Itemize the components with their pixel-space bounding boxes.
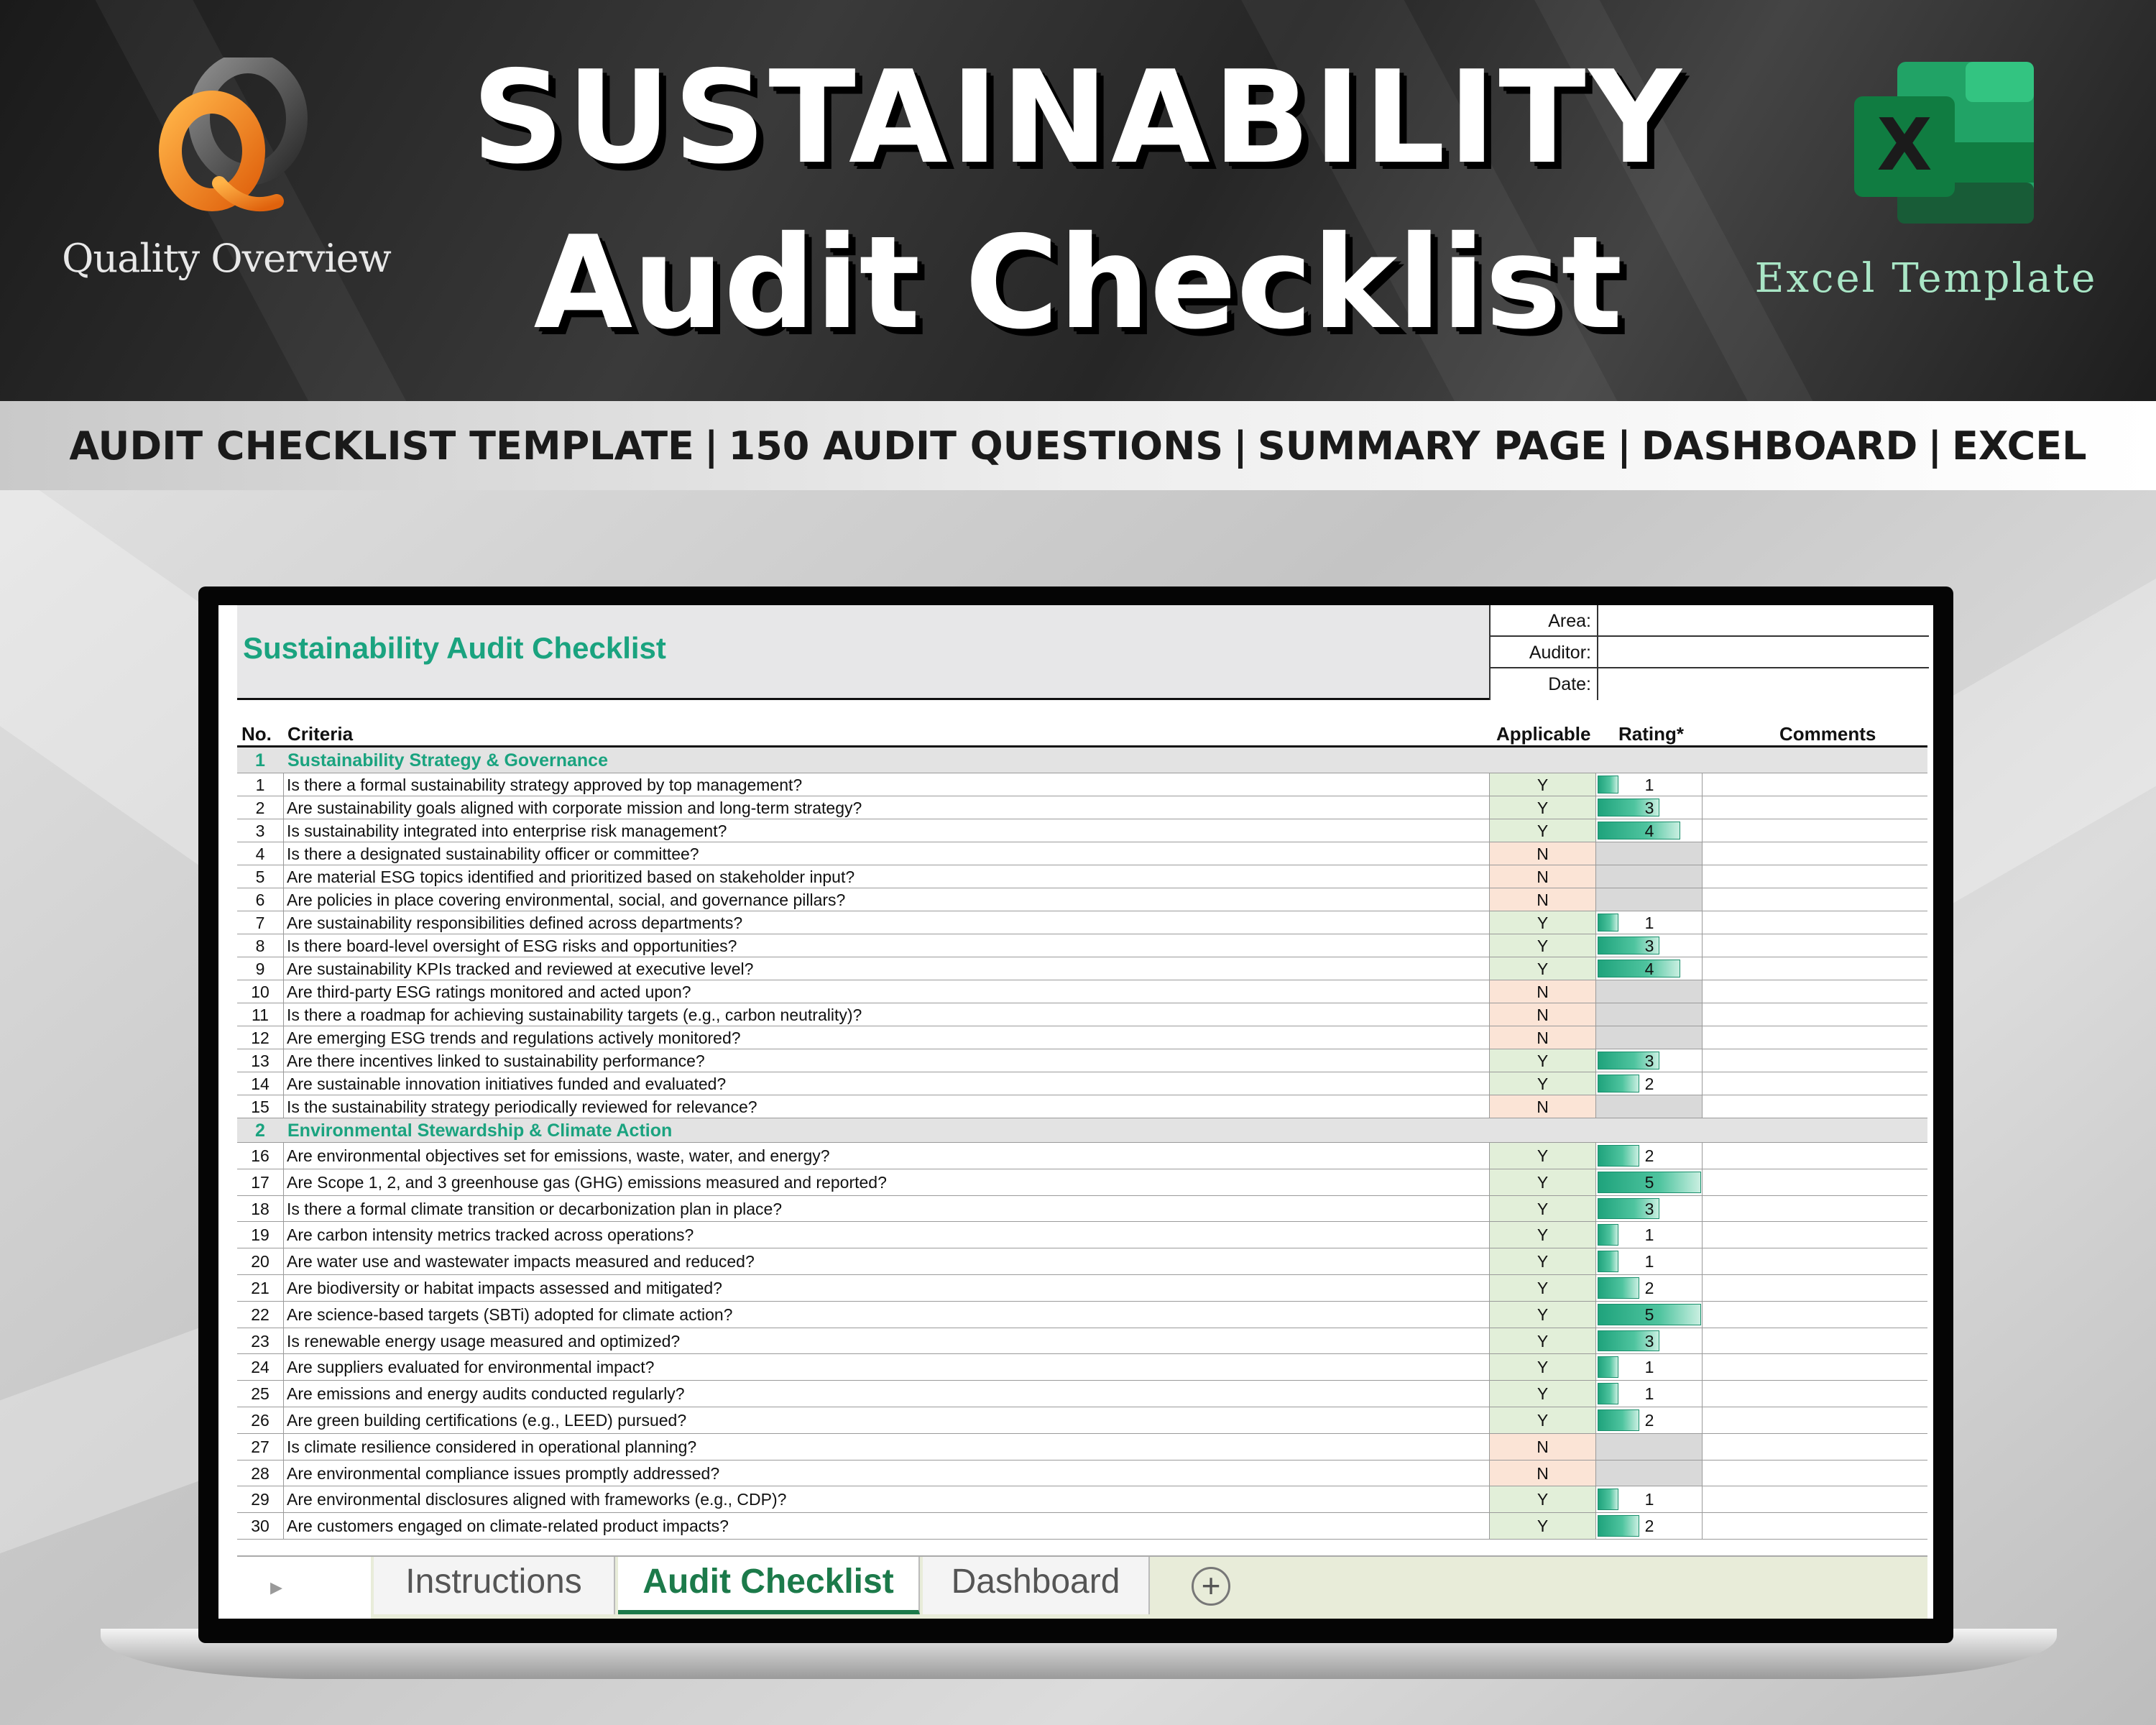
table-row <box>237 865 1927 888</box>
rating-value: 3 <box>1644 937 1654 955</box>
criteria-cell[interactable]: Are biodiversity or habitat impacts assessed and mitigated? <box>283 1275 722 1301</box>
criteria-cell[interactable]: Are sustainable innovation initiatives funded and evaluated? <box>283 1072 726 1095</box>
table-row <box>237 1003 1927 1026</box>
applicable-cell[interactable]: Y <box>1489 1486 1595 1512</box>
table-row <box>237 1486 1927 1513</box>
comments-cell[interactable] <box>1702 1407 1927 1433</box>
quality-overview-logo-icon <box>144 58 309 223</box>
row-number: 15 <box>251 1098 270 1116</box>
rating-cell[interactable] <box>1595 842 1702 865</box>
rating-cell[interactable] <box>1595 796 1702 819</box>
rating-cell[interactable] <box>1595 1354 1702 1380</box>
rating-value: 2 <box>1644 1517 1654 1536</box>
applicable-cell[interactable]: Y <box>1489 1275 1595 1301</box>
comments-cell[interactable] <box>1702 934 1927 957</box>
sheet-header <box>237 605 1927 700</box>
feature-item: 150 AUDIT QUESTIONS <box>728 423 1224 469</box>
comments-cell[interactable] <box>1702 1222 1927 1248</box>
applicable-cell[interactable]: Y <box>1489 1302 1595 1328</box>
rating-cell[interactable] <box>1595 1486 1702 1512</box>
applicable-cell[interactable]: Y <box>1489 1222 1595 1248</box>
comments-cell[interactable] <box>1702 1026 1927 1049</box>
criteria-cell[interactable]: Is the sustainability strategy periodically reviewed for relevance? <box>283 1095 757 1118</box>
rating-cell[interactable] <box>1595 1460 1702 1486</box>
brand-name: Quality Overview <box>62 236 391 281</box>
comments-cell[interactable] <box>1702 865 1927 888</box>
comments-cell[interactable] <box>1702 980 1927 1003</box>
table-row <box>237 1026 1927 1049</box>
applicable-cell[interactable]: Y <box>1489 1072 1595 1095</box>
rating-cell[interactable] <box>1595 1381 1702 1407</box>
meta-row-area[interactable] <box>1491 605 1929 637</box>
comments-cell[interactable] <box>1702 1513 1927 1539</box>
col-header-rating: Rating* <box>1618 723 1684 745</box>
comments-cell[interactable] <box>1702 1169 1927 1195</box>
meta-label: Area: <box>1491 605 1598 637</box>
comments-cell[interactable] <box>1702 1434 1927 1460</box>
rating-value: 5 <box>1644 1305 1654 1324</box>
feature-item: AUDIT CHECKLIST TEMPLATE <box>69 423 694 469</box>
audit-meta-block <box>1489 605 1927 700</box>
table-row <box>237 1196 1927 1223</box>
add-sheet-icon[interactable]: + <box>1192 1567 1230 1606</box>
applicable-cell[interactable]: N <box>1489 1003 1595 1026</box>
rating-value: 2 <box>1644 1279 1654 1297</box>
comments-cell[interactable] <box>1702 888 1927 911</box>
row-number: 9 <box>255 960 265 978</box>
rating-cell[interactable] <box>1595 1328 1702 1354</box>
comments-cell[interactable] <box>1702 1354 1927 1380</box>
rating-value: 3 <box>1644 799 1654 817</box>
rating-value: 2 <box>1644 1146 1654 1165</box>
row-number: 20 <box>251 1252 270 1271</box>
criteria-cell[interactable]: Is climate resilience considered in operational planning? <box>283 1434 696 1460</box>
rating-value: 4 <box>1644 960 1654 978</box>
comments-cell[interactable] <box>1702 911 1927 934</box>
comments-cell[interactable] <box>1702 796 1927 819</box>
table-row <box>237 773 1927 796</box>
criteria-cell[interactable]: Are sustainability responsibilities defined across departments? <box>283 911 742 934</box>
rating-value: 3 <box>1644 1331 1654 1351</box>
rating-cell[interactable] <box>1595 1196 1702 1222</box>
strip-separator: | <box>1927 423 1943 469</box>
rating-cell[interactable] <box>1595 1072 1702 1095</box>
row-number: 22 <box>251 1305 270 1324</box>
criteria-cell[interactable]: Is there board-level oversight of ESG risks and opportunities? <box>283 934 737 957</box>
rating-value: 1 <box>1644 1252 1654 1271</box>
tab-dashboard[interactable]: Dashboard <box>923 1557 1150 1614</box>
table-row <box>237 1072 1927 1095</box>
criteria-cell[interactable]: Are water use and wastewater impacts measured and reduced? <box>283 1248 755 1274</box>
col-header-comments: Comments <box>1779 723 1876 745</box>
section-number: 2 <box>255 1121 265 1141</box>
rating-value: 1 <box>1644 776 1654 794</box>
rating-cell[interactable] <box>1595 1026 1702 1049</box>
applicable-cell[interactable]: N <box>1489 1460 1595 1486</box>
comments-cell[interactable] <box>1702 1302 1927 1328</box>
table-row <box>237 1302 1927 1328</box>
hero-title-line1: SUSTAINABILITY <box>471 43 1685 192</box>
col-header-criteria: Criteria <box>287 723 354 745</box>
table-row <box>237 1407 1927 1434</box>
criteria-cell[interactable]: Are third-party ESG ratings monitored and acted upon? <box>283 980 691 1003</box>
table-row <box>237 1434 1927 1460</box>
col-header-applicable: Applicable <box>1496 723 1591 745</box>
table-row <box>237 1513 1927 1540</box>
feature-item: DASHBOARD <box>1641 423 1918 469</box>
tab-audit-checklist[interactable]: Audit Checklist <box>618 1557 920 1614</box>
criteria-cell[interactable]: Are environmental compliance issues promptly addressed? <box>283 1460 719 1486</box>
table-row <box>237 1275 1927 1302</box>
rating-value: 1 <box>1644 1384 1654 1404</box>
rating-value: 1 <box>1644 1490 1654 1509</box>
rating-cell[interactable] <box>1595 819 1702 842</box>
applicable-cell[interactable]: N <box>1489 980 1595 1003</box>
applicable-cell[interactable]: Y <box>1489 1049 1595 1072</box>
table-row <box>237 1143 1927 1169</box>
applicable-cell[interactable]: Y <box>1489 796 1595 819</box>
table-row <box>237 957 1927 980</box>
row-number: 27 <box>251 1437 270 1456</box>
rating-cell[interactable] <box>1595 865 1702 888</box>
rating-value: 2 <box>1644 1075 1654 1093</box>
table-row <box>237 1248 1927 1275</box>
row-number: 28 <box>251 1463 270 1483</box>
column-headers <box>237 720 1927 748</box>
row-number: 11 <box>252 1006 269 1024</box>
rating-cell[interactable] <box>1595 1049 1702 1072</box>
row-number: 5 <box>255 868 265 886</box>
rating-cell[interactable] <box>1595 1169 1702 1195</box>
criteria-cell[interactable]: Are policies in place covering environmental, social, and governance pillars? <box>283 888 845 911</box>
criteria-cell[interactable]: Are environmental objectives set for emissions, waste, water, and energy? <box>283 1143 830 1169</box>
rating-value: 4 <box>1644 822 1654 840</box>
criteria-cell[interactable]: Are environmental disclosures aligned with frameworks (e.g., CDP)? <box>283 1486 786 1512</box>
brand-logo <box>57 58 395 295</box>
rating-value: 3 <box>1644 1052 1654 1070</box>
feature-strip <box>0 401 2156 490</box>
comments-cell[interactable] <box>1702 1072 1927 1095</box>
excel-template-caption: Excel Template <box>1754 255 2098 302</box>
table-row <box>237 819 1927 842</box>
rating-cell[interactable] <box>1595 888 1702 911</box>
row-number: 12 <box>251 1029 270 1047</box>
row-number: 7 <box>255 914 265 932</box>
applicable-cell[interactable]: Y <box>1489 773 1595 796</box>
strip-separator: | <box>1617 423 1631 469</box>
section-header <box>237 1118 1927 1143</box>
criteria-cell[interactable]: Are Scope 1, 2, and 3 greenhouse gas (GHG) emissions measured and reported? <box>283 1169 887 1195</box>
applicable-cell[interactable]: Y <box>1489 1407 1595 1433</box>
applicable-cell[interactable]: Y <box>1489 1169 1595 1195</box>
meta-label: Date: <box>1491 668 1598 700</box>
table-row <box>237 1049 1927 1072</box>
table-row <box>237 934 1927 957</box>
criteria-cell[interactable]: Is there a roadmap for achieving sustainability targets (e.g., carbon neutrality)? <box>283 1003 862 1026</box>
comments-cell[interactable] <box>1702 1460 1927 1486</box>
tab-instructions[interactable]: Instructions <box>374 1557 615 1614</box>
criteria-cell[interactable]: Are customers engaged on climate-related product impacts? <box>283 1513 729 1539</box>
table-row <box>237 1460 1927 1487</box>
row-number: 23 <box>251 1331 270 1351</box>
row-number: 6 <box>255 891 265 909</box>
feature-item: SUMMARY PAGE <box>1257 423 1608 469</box>
criteria-cell[interactable]: Are carbon intensity metrics tracked across operations? <box>283 1222 694 1248</box>
applicable-cell[interactable]: Y <box>1489 911 1595 934</box>
criteria-cell[interactable]: Are emerging ESG trends and regulations actively monitored? <box>283 1026 741 1049</box>
comments-cell[interactable] <box>1702 957 1927 980</box>
applicable-cell[interactable]: N <box>1489 865 1595 888</box>
applicable-cell[interactable]: Y <box>1489 819 1595 842</box>
criteria-cell[interactable]: Are emissions and energy audits conducted regularly? <box>283 1381 685 1407</box>
criteria-cell[interactable]: Is there a formal sustainability strategy approved by top management? <box>283 773 802 796</box>
applicable-cell[interactable]: N <box>1489 1026 1595 1049</box>
comments-cell[interactable] <box>1702 1328 1927 1354</box>
rating-cell[interactable] <box>1595 980 1702 1003</box>
rating-cell[interactable] <box>1595 1095 1702 1118</box>
table-row <box>237 842 1927 865</box>
rating-cell[interactable] <box>1595 1302 1702 1328</box>
row-number: 16 <box>251 1146 270 1165</box>
applicable-cell[interactable]: N <box>1489 842 1595 865</box>
rating-value: 1 <box>1644 1358 1654 1377</box>
excel-icon-letter: X <box>1876 103 1932 187</box>
comments-cell[interactable] <box>1702 1275 1927 1301</box>
applicable-cell[interactable]: Y <box>1489 1381 1595 1407</box>
row-number: 30 <box>251 1517 270 1536</box>
applicable-cell[interactable]: Y <box>1489 1354 1595 1380</box>
row-number: 29 <box>251 1490 270 1509</box>
meta-row-auditor[interactable] <box>1491 637 1929 668</box>
applicable-cell[interactable]: Y <box>1489 1196 1595 1222</box>
sheet-title: Sustainability Audit Checklist <box>243 631 666 665</box>
comments-cell[interactable] <box>1702 1143 1927 1169</box>
comments-cell[interactable] <box>1702 1196 1927 1222</box>
comments-cell[interactable] <box>1702 1381 1927 1407</box>
tab-nav-arrow-icon[interactable]: ▸ <box>270 1573 283 1601</box>
applicable-cell[interactable]: N <box>1489 888 1595 911</box>
table-row <box>237 796 1927 819</box>
applicable-cell[interactable]: Y <box>1489 1513 1595 1539</box>
row-number: 13 <box>251 1052 270 1070</box>
criteria-cell[interactable]: Is there a formal climate transition or decarbonization plan in place? <box>283 1196 782 1222</box>
section-title: Sustainability Strategy & Governance <box>287 750 608 770</box>
criteria-cell[interactable]: Is renewable energy usage measured and optimized? <box>283 1328 680 1354</box>
row-number: 14 <box>251 1075 270 1093</box>
col-header-no: No. <box>241 723 272 745</box>
comments-cell[interactable] <box>1702 1049 1927 1072</box>
comments-cell[interactable] <box>1702 1248 1927 1274</box>
comments-cell[interactable] <box>1702 773 1927 796</box>
comments-cell[interactable] <box>1702 1003 1927 1026</box>
row-number: 19 <box>251 1225 270 1245</box>
rating-cell[interactable] <box>1595 1003 1702 1026</box>
spreadsheet-window <box>218 605 1933 1619</box>
rating-cell[interactable] <box>1595 1407 1702 1433</box>
table-row <box>237 1095 1927 1118</box>
rating-cell[interactable] <box>1595 1513 1702 1539</box>
table-row <box>237 888 1927 911</box>
row-number: 3 <box>255 822 265 840</box>
section-number: 1 <box>255 750 265 770</box>
rating-value: 3 <box>1644 1199 1654 1218</box>
table-row <box>237 980 1927 1003</box>
hero-title-line2: Audit Checklist <box>533 208 1623 357</box>
comments-cell[interactable] <box>1702 842 1927 865</box>
table-row <box>237 1169 1927 1196</box>
applicable-cell[interactable]: Y <box>1489 934 1595 957</box>
table-row <box>237 911 1927 934</box>
section-title: Environmental Stewardship & Climate Action <box>287 1121 673 1141</box>
applicable-cell[interactable]: Y <box>1489 1143 1595 1169</box>
criteria-cell[interactable]: Are science-based targets (SBTi) adopted for climate action? <box>283 1302 732 1328</box>
table-row <box>237 1381 1927 1407</box>
comments-cell[interactable] <box>1702 1486 1927 1512</box>
criteria-cell[interactable]: Is there a designated sustainability officer or committee? <box>283 842 699 865</box>
rating-cell[interactable] <box>1595 1248 1702 1274</box>
row-number: 8 <box>255 937 265 955</box>
rating-cell[interactable] <box>1595 1222 1702 1248</box>
sheet-tab-bar <box>237 1555 1927 1619</box>
row-number: 1 <box>255 776 265 794</box>
hero-banner <box>0 0 2156 401</box>
applicable-cell[interactable]: N <box>1489 1095 1595 1118</box>
row-number: 4 <box>255 845 265 863</box>
strip-separator: | <box>704 423 719 469</box>
table-row <box>237 1354 1927 1381</box>
tab-nav[interactable] <box>237 1557 371 1619</box>
rating-value: 1 <box>1644 914 1654 932</box>
row-number: 17 <box>251 1172 270 1192</box>
rating-value: 1 <box>1644 1225 1654 1245</box>
row-number: 18 <box>251 1199 270 1218</box>
table-row <box>237 1222 1927 1248</box>
row-number: 21 <box>251 1279 270 1297</box>
rating-value: 2 <box>1644 1411 1654 1430</box>
criteria-cell[interactable]: Is sustainability integrated into enterprise risk management? <box>283 819 727 842</box>
comments-cell[interactable] <box>1702 819 1927 842</box>
criteria-cell[interactable]: Are there incentives linked to sustainability performance? <box>283 1049 705 1072</box>
rating-cell[interactable] <box>1595 957 1702 980</box>
applicable-cell[interactable]: Y <box>1489 957 1595 980</box>
applicable-cell[interactable]: Y <box>1489 1328 1595 1354</box>
criteria-cell[interactable]: Are suppliers evaluated for environmental impact? <box>283 1354 654 1380</box>
strip-separator: | <box>1233 423 1248 469</box>
rating-value: 5 <box>1644 1172 1654 1192</box>
meta-row-date[interactable] <box>1491 668 1929 700</box>
laptop-screen-bezel <box>198 586 1953 1643</box>
rating-cell[interactable] <box>1595 934 1702 957</box>
row-number: 24 <box>251 1358 270 1377</box>
row-number: 10 <box>251 983 270 1001</box>
rating-cell[interactable] <box>1595 773 1702 796</box>
rating-cell[interactable] <box>1595 1434 1702 1460</box>
feature-item: EXCEL <box>1952 423 2087 469</box>
row-number: 25 <box>251 1384 270 1404</box>
rating-cell[interactable] <box>1595 911 1702 934</box>
criteria-cell[interactable]: Are green building certifications (e.g., LEED) pursued? <box>283 1407 686 1433</box>
excel-icon <box>1854 62 2041 227</box>
criteria-cell[interactable]: Are sustainability goals aligned with corporate mission and long-term strategy? <box>283 796 862 819</box>
section-header <box>237 748 1927 773</box>
criteria-cell[interactable]: Are sustainability KPIs tracked and reviewed at executive level? <box>283 957 753 980</box>
comments-cell[interactable] <box>1702 1095 1927 1118</box>
row-number: 26 <box>251 1411 270 1430</box>
applicable-cell[interactable]: Y <box>1489 1248 1595 1274</box>
rating-cell[interactable] <box>1595 1275 1702 1301</box>
rating-cell[interactable] <box>1595 1143 1702 1169</box>
applicable-cell[interactable]: N <box>1489 1434 1595 1460</box>
row-number: 2 <box>255 799 265 817</box>
table-row <box>237 1328 1927 1355</box>
meta-label: Auditor: <box>1491 637 1598 668</box>
criteria-cell[interactable]: Are material ESG topics identified and prioritized based on stakeholder input? <box>283 865 854 888</box>
